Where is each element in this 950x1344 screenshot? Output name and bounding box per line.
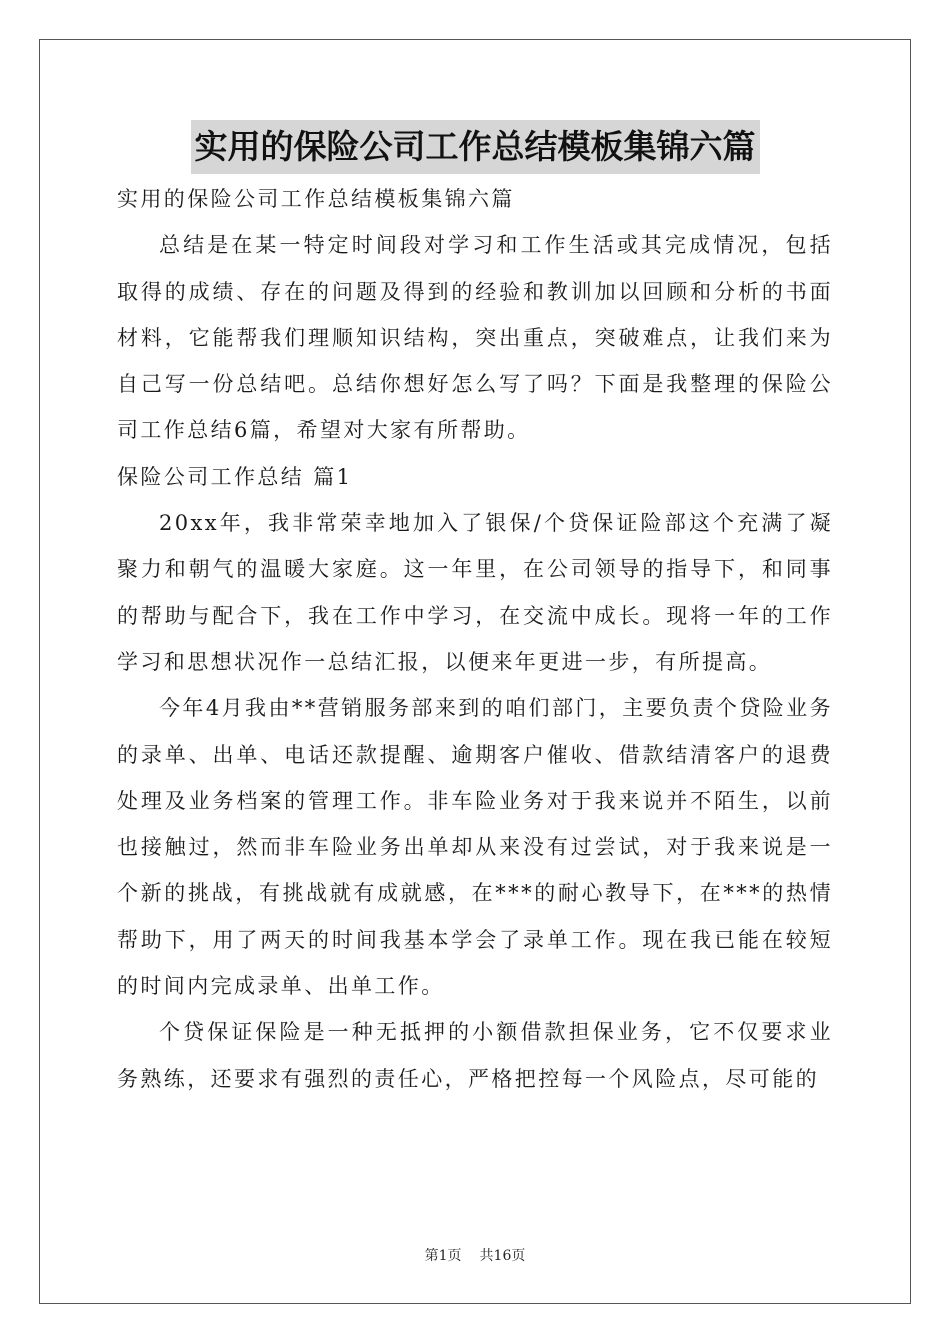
document-title-text: 实用的保险公司工作总结模板集锦六篇: [191, 120, 760, 174]
page-number: 第1页: [424, 1248, 462, 1264]
document-body: [117, 176, 833, 1102]
body-paragraph: 今年4月我由**营销服务部来到的咱们部门，主要负责个贷险业务的录单、出单、电话还款提醒、逾期客户催收、借款结清客户的退费处理及业务档案的管理工作。非车险业务对于我来说并不陌生，以前也接触过，然而非车险业务出单却从来没有过尝试，对于我来说是一个新的挑战，有挑战就有成就感，在***的耐心教导下，在***的热情帮助下，用了两天的时间我基本学会了录单工作。现在我已能在较短的时间内完成录单、出单工作。: [117, 696, 833, 999]
body-paragraph: 20xx年，我非常荣幸地加入了银保/个贷保证险部这个充满了凝聚力和朝气的温暖大家庭。这一年里，在公司领导的指导下，和同事的帮助与配合下，我在工作中学习，在交流中成长。现将一年的工作学习和思想状况作一总结汇报，以便来年更进一步，有所提高。: [117, 511, 833, 674]
document-title: [0, 120, 950, 174]
page-footer: [0, 1246, 950, 1266]
page-total: 共16页: [479, 1248, 526, 1264]
body-paragraph: 个贷保证保险是一种无抵押的小额借款担保业务，它不仅要求业务熟练，还要求有强烈的责任心，严格把控每一个风险点，尽可能的: [117, 1020, 833, 1091]
intro-paragraph: 总结是在某一特定时间段对学习和工作生活或其完成情况，包括取得的成绩、存在的问题及得到的经验和教训加以回顾和分析的书面材料，它能帮我们理顺知识结构，突出重点，突破难点，让我们来为自己写一份总结吧。总结你想好怎么写了吗？下面是我整理的保险公司工作总结6篇，希望对大家有所帮助。: [117, 233, 833, 443]
subtitle-line: 实用的保险公司工作总结模板集锦六篇: [117, 187, 515, 211]
section-heading: 保险公司工作总结 篇1: [117, 464, 353, 489]
